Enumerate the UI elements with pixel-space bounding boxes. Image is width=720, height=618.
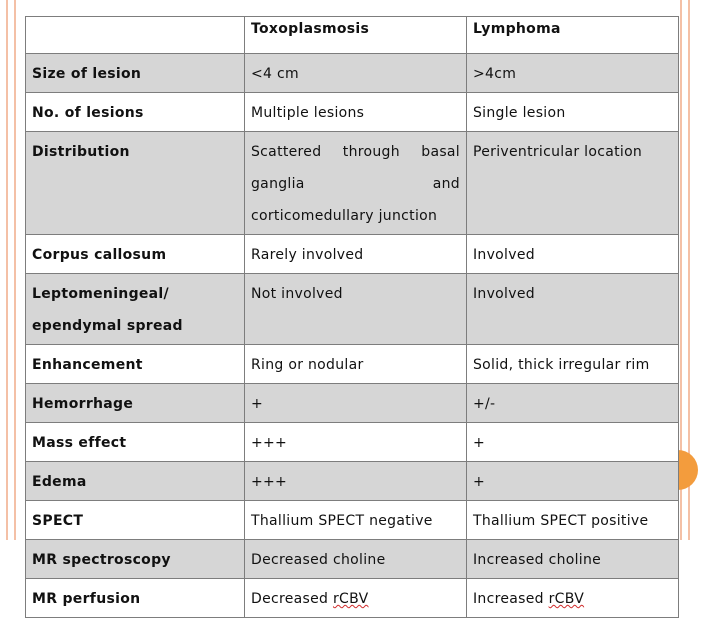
cell-toxo-enhancement: Ring or nodular (245, 345, 467, 384)
table-row (26, 93, 679, 132)
cell-lymph-hemorrhage: +/- (467, 384, 679, 423)
cell-toxo-distribution (245, 132, 467, 235)
header-empty-cell (26, 17, 245, 54)
row-label-spect: SPECT (26, 501, 245, 540)
cell-toxo-edema: +++ (245, 462, 467, 501)
table-row (26, 345, 679, 384)
distribution-line-2: ganglia and (251, 176, 460, 192)
cell-toxo-leptomeningeal: Not involved (245, 274, 467, 345)
toxo-perfusion-prefix: Decreased (251, 591, 333, 607)
cell-lymph-number: Single lesion (467, 93, 679, 132)
table-row (26, 462, 679, 501)
distribution-line-1: Scattered through basal (251, 144, 460, 160)
cell-lymph-corpus: Involved (467, 235, 679, 274)
row-label-corpus: Corpus callosum (26, 235, 245, 274)
row-label-enhancement: Enhancement (26, 345, 245, 384)
table-row (26, 540, 679, 579)
cell-lymph-mass-effect: + (467, 423, 679, 462)
table-row (26, 384, 679, 423)
cell-lymph-mr-perfusion (467, 579, 679, 618)
row-label-size: Size of lesion (26, 54, 245, 93)
cell-toxo-mass-effect: +++ (245, 423, 467, 462)
cell-lymph-distribution: Periventricular location (467, 132, 679, 235)
row-label-number: No. of lesions (26, 93, 245, 132)
cell-toxo-hemorrhage: + (245, 384, 467, 423)
table-row (26, 274, 679, 345)
cell-toxo-size: <4 cm (245, 54, 467, 93)
table-header-row (26, 17, 679, 54)
comparison-table (25, 16, 679, 618)
cell-lymph-spect: Thallium SPECT positive (467, 501, 679, 540)
row-label-mr-spectroscopy: MR spectroscopy (26, 540, 245, 579)
cell-toxo-corpus: Rarely involved (245, 235, 467, 274)
header-toxoplasmosis: Toxoplasmosis (245, 17, 467, 54)
cell-lymph-size: >4cm (467, 54, 679, 93)
slide-accent-tab (676, 450, 698, 490)
table-row (26, 54, 679, 93)
cell-lymph-edema: + (467, 462, 679, 501)
row-label-mass-effect: Mass effect (26, 423, 245, 462)
lymph-perfusion-term: rCBV (548, 591, 585, 607)
leptomeningeal-line-1: Leptomeningeal/ (32, 286, 169, 302)
cell-toxo-spect: Thallium SPECT negative (245, 501, 467, 540)
leptomeningeal-line-2: ependymal spread (32, 318, 183, 334)
cell-toxo-mr-perfusion (245, 579, 467, 618)
cell-toxo-mr-spectroscopy: Decreased choline (245, 540, 467, 579)
cell-lymph-mr-spectroscopy: Increased choline (467, 540, 679, 579)
cell-lymph-leptomeningeal: Involved (467, 274, 679, 345)
row-label-hemorrhage: Hemorrhage (26, 384, 245, 423)
row-label-edema: Edema (26, 462, 245, 501)
table-row (26, 423, 679, 462)
distribution-line-3: corticomedullary junction (251, 208, 438, 224)
row-label-distribution: Distribution (26, 132, 245, 235)
lymph-perfusion-prefix: Increased (473, 591, 549, 607)
cell-toxo-number: Multiple lesions (245, 93, 467, 132)
left-decorative-rail (6, 0, 16, 540)
row-label-leptomeningeal (26, 274, 245, 345)
table-row (26, 579, 679, 618)
toxo-perfusion-term: rCBV (332, 591, 369, 607)
cell-lymph-enhancement: Solid, thick irregular rim (467, 345, 679, 384)
table-row (26, 132, 679, 235)
table-row (26, 501, 679, 540)
row-label-mr-perfusion: MR perfusion (26, 579, 245, 618)
header-lymphoma: Lymphoma (467, 17, 679, 54)
table-row (26, 235, 679, 274)
